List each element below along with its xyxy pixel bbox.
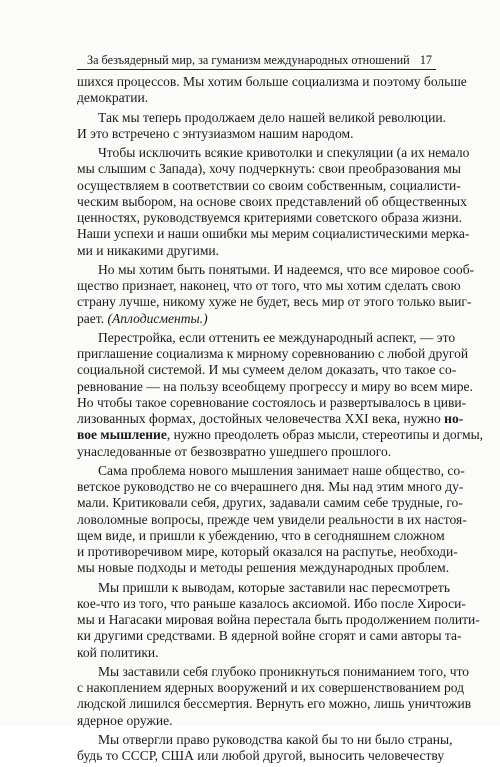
- body-text: [77, 74, 484, 767]
- page-number: 17: [419, 53, 432, 67]
- paragraph: [77, 261, 475, 327]
- running-head: [77, 51, 436, 70]
- text-line: будь то СССР, США или любой другой, выносить человечеству: [77, 748, 445, 763]
- text-line: ческим выбором, на основе своих представлений об общественных: [77, 193, 467, 209]
- text-line: Так мы теперь продолжаем дело нашей великой революции.: [98, 109, 447, 125]
- paragraph: [77, 731, 453, 765]
- text-line: Наши успехи и наши ошибки мы мерим социалистическими мерка-: [77, 226, 470, 242]
- text-line: страну лучше, никому хуже не будет, весь мир от этого только выиг-: [77, 294, 472, 310]
- text-line: щество признает, наконец, что от того, что мы хотим сделать свою: [77, 278, 461, 293]
- paragraph: [77, 462, 467, 577]
- text-line: щем виде, и пришли к убеждению, что в сегодняшнем сложном: [77, 527, 445, 543]
- text-line: Мы отвергли право руководства какой бы то ни было страны,: [98, 731, 453, 747]
- text-line: кое-что из того, что раньше казалось аксиомой. Ибо после Хироси-: [77, 595, 466, 611]
- text-line: лизованных формах, достойных человечества XXI века, нужно но-: [77, 411, 464, 426]
- text-line: ветское руководство не со вчерашнего дня. Мы над этим много ду-: [77, 479, 464, 494]
- text-line: кой политики.: [77, 644, 159, 660]
- text-line: унаследованные от безвозвратно ушедшего прошлого.: [77, 443, 392, 459]
- paragraph: [77, 74, 467, 107]
- text-line: шихся процессов. Мы хотим больше социализма и поэтому больше: [77, 74, 467, 89]
- text-line: ядерное оружие.: [77, 712, 173, 728]
- text-line: Чтобы исключить всякие кривотолки и спекуляции (а их немало: [98, 145, 470, 160]
- paragraph: [77, 329, 484, 460]
- text-line: вое мышление, нужно преодолеть образ мысли, стереотипы и догмы,: [77, 427, 484, 443]
- paragraph: [77, 663, 472, 729]
- paragraph: [77, 579, 480, 661]
- text-line: ценностях, руководствуемся критериями советского образа жизни.: [77, 210, 463, 225]
- text-line: мы новые подходы и методы решения международных проблем.: [77, 560, 450, 576]
- text-line: и противоречивом мире, который оказался на распутье, необходи-: [77, 544, 458, 559]
- text-line: приглашение социализма к мирному соревнованию с любой другой: [77, 346, 469, 361]
- text-line: ми и никакими другими.: [77, 242, 220, 258]
- text-line: демократии.: [77, 90, 149, 106]
- text-line: мы и Нагасаки мировая война перестала быть продолжением полити-: [77, 612, 480, 627]
- text-line: Сама проблема нового мышления занимает наше общество, со-: [98, 462, 465, 478]
- text-line: осуществляем в соответствии со своим собственным, социалисти-: [77, 177, 461, 193]
- text-line: Но чтобы такое соревнование состоялось и развертывалось в циви-: [77, 394, 467, 410]
- text-line: ки другими средствами. В ядерной войне сгорят и сами авторы та-: [77, 628, 462, 644]
- text-line: Мы заставили себя глубоко проникнуться пониманием того, что: [98, 663, 470, 679]
- text-line: Перестройка, если оттенить ее международный аспект, — это: [98, 329, 456, 345]
- text-line: с накоплением ядерных вооружений и их совершенствованием род: [77, 680, 465, 695]
- paragraph: [77, 145, 470, 259]
- text-line: социальной системой. И мы сумеем делом доказать, что такое со-: [77, 362, 457, 378]
- text-line: мали. Критиковали себя, других, задавали самим себе трудные, го-: [77, 495, 463, 511]
- text-line: людской лишился бессмертия. Вернуть его можно, лишь уничтожив: [77, 696, 472, 712]
- paragraph: [77, 109, 447, 143]
- text-line: ревнование — на пользу всеобщему прогрессу и миру во всем мире.: [77, 378, 473, 394]
- text-line: мы слышим с Запада), хочу подчеркнуть: свои преобразования мы: [77, 161, 461, 177]
- text-line: И это встречено с энтузиазмом нашим народом.: [77, 125, 354, 141]
- text-line: ловоломные вопросы, прежде чем увидели реальности в их настоя-: [77, 511, 467, 527]
- text-line: рает. (Аплодисменты.): [77, 310, 208, 326]
- text-line: Но мы хотим быть понятыми. И надеемся, что все мировое сооб-: [98, 261, 475, 277]
- running-head-title: За безъядерный мир, за гуманизм международных отношений: [87, 53, 410, 67]
- text-line: Мы пришли к выводам, которые заставили нас пересмотреть: [98, 579, 451, 595]
